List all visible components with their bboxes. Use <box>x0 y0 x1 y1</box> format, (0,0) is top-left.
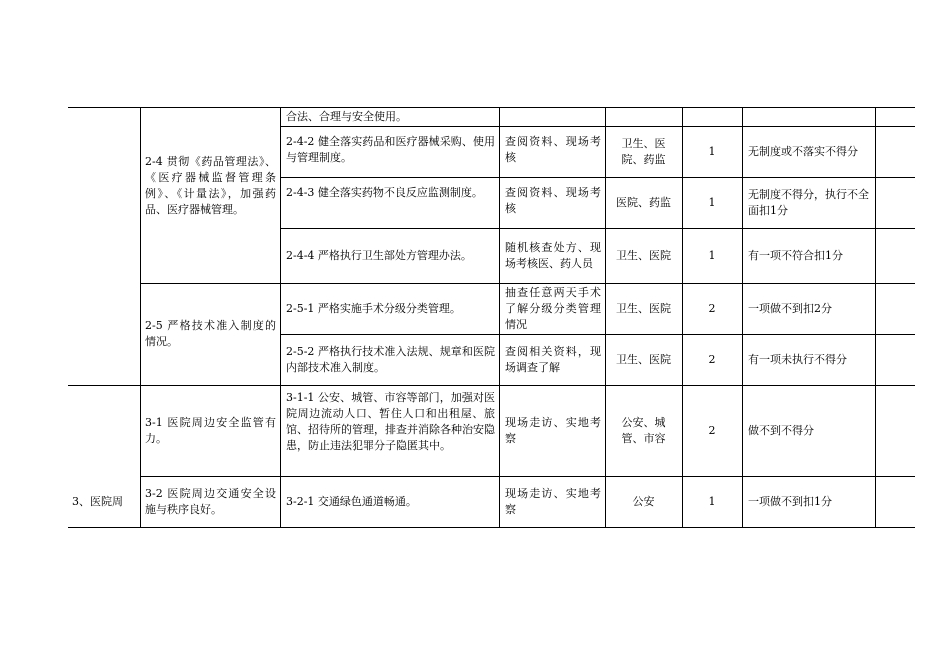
unit-cell <box>605 228 682 283</box>
method-cell <box>499 334 605 385</box>
rule-cell <box>742 177 875 228</box>
content-cell <box>280 334 499 385</box>
item-cell <box>140 107 280 283</box>
content-cell <box>280 107 499 126</box>
item-text: 3-1 医院周边安全监管有力。 <box>145 415 276 445</box>
rule-text: 做不到不得分 <box>748 423 814 437</box>
unit-cell <box>605 283 682 334</box>
content-text: 3-1-1 公安、城管、市容等部门，加强对医院周边流动人口、暂住人口和出租屋、旅馆、招待所的管理，排查并消除各种治安隐患，防止违法犯罪分子隐匿其中。 <box>286 391 495 452</box>
rule-text: 一项做不到扣1分 <box>748 494 832 508</box>
score-cell <box>682 126 742 177</box>
content-text: 3-2-1 交通绿色通道畅通。 <box>286 494 417 508</box>
unit-cell <box>605 126 682 177</box>
content-text: 2-4-2 健全落实药品和医疗器械采购、使用与管理制度。 <box>286 135 495 164</box>
rule-text: 一项做不到扣2分 <box>748 301 832 315</box>
table-bottom-rule <box>68 527 915 528</box>
unit-text: 卫生、医院、药监 <box>621 136 666 166</box>
rule-text: 无制度或不落实不得分 <box>748 144 858 158</box>
score-cell <box>682 228 742 283</box>
method-text: 查阅相关资料，现场调查了解 <box>505 344 601 374</box>
content-cell <box>280 228 499 283</box>
method-text: 随机核查处方、现场考核医、药人员 <box>505 240 601 270</box>
rule-cell <box>742 476 875 527</box>
item-cell <box>140 283 280 385</box>
method-text: 抽查任意两天手术了解分级分类管理情况 <box>505 285 601 331</box>
method-cell <box>499 283 605 334</box>
rule-text: 有一项不符合扣1分 <box>748 248 843 262</box>
item-cell <box>140 476 280 527</box>
content-cell <box>280 126 499 177</box>
rule-cell <box>742 385 875 476</box>
rule-cell <box>742 283 875 334</box>
score-value: 2 <box>708 301 716 315</box>
item-text: 3-2 医院周边交通安全设施与秩序良好。 <box>145 486 276 516</box>
score-cell <box>682 283 742 334</box>
content-text: 合法、合理与安全使用。 <box>286 110 407 123</box>
content-cell <box>280 283 499 334</box>
unit-cell <box>605 334 682 385</box>
method-cell <box>499 385 605 476</box>
unit-cell <box>605 385 682 476</box>
rule-text: 无制度不得分，执行不全面扣1分 <box>748 187 869 217</box>
unit-text: 医院、药监 <box>616 195 671 209</box>
unit-cell <box>605 177 682 228</box>
score-value: 2 <box>708 352 716 366</box>
unit-text: 卫生、医院 <box>616 301 671 315</box>
method-text: 查阅资料、现场考核 <box>505 186 601 215</box>
content-text: 2-5-2 严格执行技术准入法规、规章和医院内部技术准入制度。 <box>286 344 495 374</box>
rule-text: 有一项未执行不得分 <box>748 352 847 366</box>
score-cell <box>682 385 742 476</box>
item-text: 2-4 贯彻《药品管理法》、《医疗器械监督管理条例》、《计量法》，加强药品、医疗器械管理。 <box>145 155 276 216</box>
content-cell <box>280 385 499 476</box>
content-cell <box>280 177 499 228</box>
method-text: 现场走访、实地考察 <box>505 486 601 516</box>
unit-text: 公安、城管、市容 <box>621 415 666 445</box>
item-text: 2-5 严格技术准入制度的情况。 <box>145 319 276 348</box>
method-cell <box>499 476 605 527</box>
score-value: 2 <box>708 423 716 437</box>
method-cell <box>499 177 605 228</box>
score-cell <box>682 334 742 385</box>
score-value: 1 <box>708 144 716 158</box>
section-label: 3、医院周 <box>72 494 123 508</box>
method-text: 查阅资料、现场考核 <box>505 135 601 164</box>
unit-text: 公安 <box>632 494 655 508</box>
method-text: 现场走访、实地考察 <box>505 415 601 445</box>
column-rule <box>875 107 876 527</box>
rule-cell <box>742 334 875 385</box>
score-cell <box>682 476 742 527</box>
section-label-cell <box>68 476 140 527</box>
score-value: 1 <box>708 494 716 508</box>
method-cell <box>499 126 605 177</box>
method-cell <box>499 228 605 283</box>
rule-cell <box>742 126 875 177</box>
unit-text: 卫生、医院 <box>616 248 671 262</box>
content-text: 2-4-3 健全落实药物不良反应监测制度。 <box>286 186 483 199</box>
content-text: 2-5-1 严格实施手术分级分类管理。 <box>286 301 461 315</box>
unit-cell <box>605 476 682 527</box>
rule-cell <box>742 228 875 283</box>
content-cell <box>280 476 499 527</box>
item-cell <box>140 385 280 476</box>
content-text: 2-4-4 严格执行卫生部处方管理办法。 <box>286 248 472 262</box>
unit-text: 卫生、医院 <box>616 352 671 366</box>
score-cell <box>682 177 742 228</box>
score-value: 1 <box>708 248 716 262</box>
score-value: 1 <box>708 195 716 209</box>
